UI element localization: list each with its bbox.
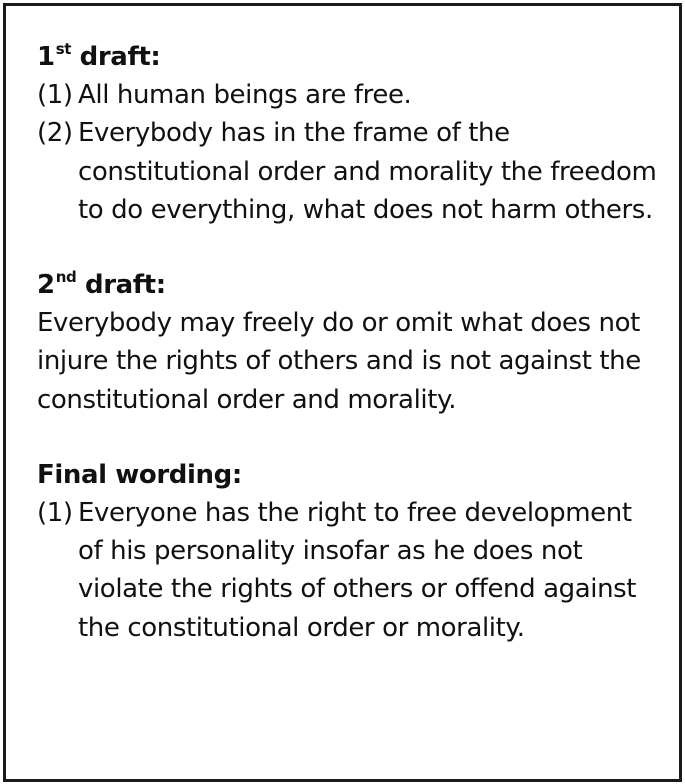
final-wording-item-1 bbox=[37, 494, 657, 647]
first-draft-heading-label: draft: bbox=[79, 42, 161, 72]
first-draft-heading-ordinal: st bbox=[55, 40, 72, 58]
text-box bbox=[3, 3, 682, 782]
final-wording-item-1-text: Everyone has the right to free development of his personality insofar as he does not violate the rights of others or offend against the constitutional order or morality. bbox=[78, 498, 637, 643]
first-draft-heading-number: 1 bbox=[37, 42, 55, 72]
second-draft-heading-number: 2 bbox=[37, 270, 55, 301]
first-draft-item-1-number: (1) bbox=[37, 80, 73, 111]
final-wording-heading: Final wording: bbox=[37, 459, 242, 490]
first-draft-section bbox=[37, 38, 657, 229]
first-draft-item-2 bbox=[37, 114, 657, 229]
first-draft-item-1-text: All human beings are free. bbox=[78, 80, 412, 111]
second-draft-section bbox=[37, 266, 657, 419]
second-draft-heading-ordinal: nd bbox=[55, 268, 77, 287]
first-draft-heading bbox=[37, 38, 657, 76]
first-draft-item-2-text: Everybody has in the frame of the constitutional order and morality the freedom to do everything, what does not harm others. bbox=[78, 118, 657, 225]
final-wording-item-1-number: (1) bbox=[37, 498, 73, 529]
final-wording-section bbox=[37, 456, 657, 647]
second-draft-heading bbox=[37, 266, 657, 304]
first-draft-item-1 bbox=[37, 76, 657, 114]
text-box-content bbox=[37, 38, 657, 647]
second-draft-heading-label: draft: bbox=[84, 270, 166, 301]
first-draft-item-2-number: (2) bbox=[37, 118, 73, 149]
second-draft-text: Everybody may freely do or omit what does not injure the rights of others and is not against the constitutional order and morality. bbox=[37, 308, 641, 415]
